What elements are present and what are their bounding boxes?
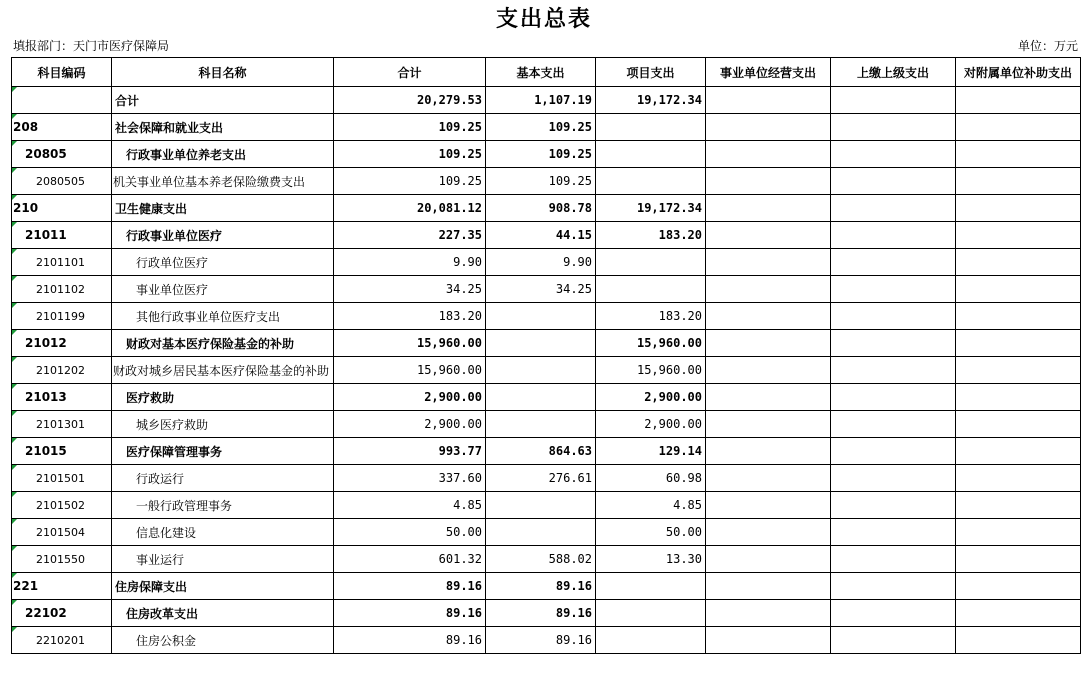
- cell-total: 89.16: [334, 600, 486, 627]
- cell-total: 4.85: [334, 492, 486, 519]
- cell-upper: [831, 465, 956, 492]
- cell-basic: [486, 357, 596, 384]
- cell-code: 2101502: [12, 492, 112, 519]
- cell-name: 卫生健康支出: [112, 195, 334, 222]
- cell-project: 19,172.34: [596, 87, 706, 114]
- table-row: [12, 627, 1081, 654]
- cell-name: 一般行政管理事务: [112, 492, 334, 519]
- cell-project: [596, 627, 706, 654]
- cell-name: 行政运行: [112, 465, 334, 492]
- cell-upper: [831, 438, 956, 465]
- cell-code: 2101101: [12, 249, 112, 276]
- cell-basic: [486, 519, 596, 546]
- cell-business: [706, 492, 831, 519]
- cell-code: 2101301: [12, 411, 112, 438]
- header-row: [12, 58, 1081, 87]
- cell-total: 9.90: [334, 249, 486, 276]
- cell-name: 医疗保障管理事务: [112, 438, 334, 465]
- cell-business: [706, 546, 831, 573]
- cell-upper: [831, 330, 956, 357]
- cell-project: 13.30: [596, 546, 706, 573]
- cell-business: [706, 573, 831, 600]
- cell-subsidy: [956, 600, 1081, 627]
- cell-code: 2101102: [12, 276, 112, 303]
- cell-basic: 588.02: [486, 546, 596, 573]
- cell-name: 社会保障和就业支出: [112, 114, 334, 141]
- table-row: [12, 87, 1081, 114]
- cell-business: [706, 303, 831, 330]
- cell-basic: [486, 411, 596, 438]
- cell-total: 50.00: [334, 519, 486, 546]
- cell-code: 22102: [12, 600, 112, 627]
- cell-subsidy: [956, 168, 1081, 195]
- cell-project: 183.20: [596, 303, 706, 330]
- cell-business: [706, 141, 831, 168]
- cell-upper: [831, 303, 956, 330]
- table-row: [12, 519, 1081, 546]
- cell-code: 21013: [12, 384, 112, 411]
- cell-basic: 34.25: [486, 276, 596, 303]
- cell-name: 财政对城乡居民基本医疗保险基金的补助: [112, 357, 334, 384]
- col-header-project: 项目支出: [596, 58, 706, 87]
- cell-code: 221: [12, 573, 112, 600]
- table-row: [12, 465, 1081, 492]
- cell-project: [596, 276, 706, 303]
- cell-code: 21011: [12, 222, 112, 249]
- cell-total: 183.20: [334, 303, 486, 330]
- cell-name: 住房保障支出: [112, 573, 334, 600]
- cell-project: [596, 249, 706, 276]
- cell-code: 21012: [12, 330, 112, 357]
- cell-business: [706, 195, 831, 222]
- cell-basic: 109.25: [486, 114, 596, 141]
- cell-basic: 109.25: [486, 141, 596, 168]
- cell-name: 财政对基本医疗保险基金的补助: [112, 330, 334, 357]
- col-header-upper: 上缴上级支出: [831, 58, 956, 87]
- cell-project: 50.00: [596, 519, 706, 546]
- table-row: [12, 222, 1081, 249]
- cell-total: 337.60: [334, 465, 486, 492]
- cell-subsidy: [956, 411, 1081, 438]
- cell-basic: [486, 492, 596, 519]
- cell-business: [706, 249, 831, 276]
- cell-name: 事业单位医疗: [112, 276, 334, 303]
- cell-business: [706, 411, 831, 438]
- table-row: [12, 411, 1081, 438]
- page-title: 支出总表: [495, 6, 592, 32]
- cell-code: 210: [12, 195, 112, 222]
- table-row: [12, 249, 1081, 276]
- cell-total: 109.25: [334, 141, 486, 168]
- cell-business: [706, 114, 831, 141]
- cell-code: 2080505: [12, 168, 112, 195]
- cell-upper: [831, 195, 956, 222]
- table-row: [12, 330, 1081, 357]
- cell-business: [706, 384, 831, 411]
- cell-business: [706, 600, 831, 627]
- cell-subsidy: [956, 222, 1081, 249]
- cell-project: 183.20: [596, 222, 706, 249]
- cell-basic: 9.90: [486, 249, 596, 276]
- cell-project: 2,900.00: [596, 384, 706, 411]
- cell-upper: [831, 492, 956, 519]
- cell-subsidy: [956, 276, 1081, 303]
- cell-name: 医疗救助: [112, 384, 334, 411]
- cell-upper: [831, 627, 956, 654]
- cell-upper: [831, 249, 956, 276]
- cell-name: 行政单位医疗: [112, 249, 334, 276]
- cell-name: 行政事业单位医疗: [112, 222, 334, 249]
- cell-total: 109.25: [334, 168, 486, 195]
- cell-name: 住房公积金: [112, 627, 334, 654]
- cell-code: 21015: [12, 438, 112, 465]
- table-body: [12, 87, 1081, 654]
- cell-basic: 1,107.19: [486, 87, 596, 114]
- cell-subsidy: [956, 627, 1081, 654]
- cell-code: 208: [12, 114, 112, 141]
- cell-project: [596, 168, 706, 195]
- cell-basic: 864.63: [486, 438, 596, 465]
- cell-code: 2101199: [12, 303, 112, 330]
- cell-total: 2,900.00: [334, 384, 486, 411]
- cell-subsidy: [956, 357, 1081, 384]
- cell-total: 89.16: [334, 627, 486, 654]
- table-row: [12, 546, 1081, 573]
- cell-subsidy: [956, 519, 1081, 546]
- cell-total: 601.32: [334, 546, 486, 573]
- cell-total: 15,960.00: [334, 357, 486, 384]
- col-header-basic: 基本支出: [486, 58, 596, 87]
- col-header-name: 科目名称: [112, 58, 334, 87]
- cell-business: [706, 87, 831, 114]
- cell-upper: [831, 384, 956, 411]
- cell-basic: 908.78: [486, 195, 596, 222]
- cell-upper: [831, 573, 956, 600]
- cell-basic: [486, 384, 596, 411]
- cell-business: [706, 168, 831, 195]
- cell-project: 15,960.00: [596, 357, 706, 384]
- cell-project: 60.98: [596, 465, 706, 492]
- table-row: [12, 600, 1081, 627]
- cell-upper: [831, 546, 956, 573]
- cell-code: 2101550: [12, 546, 112, 573]
- cell-upper: [831, 222, 956, 249]
- cell-upper: [831, 276, 956, 303]
- cell-subsidy: [956, 492, 1081, 519]
- cell-subsidy: [956, 573, 1081, 600]
- cell-business: [706, 330, 831, 357]
- cell-basic: 109.25: [486, 168, 596, 195]
- cell-name: 城乡医疗救助: [112, 411, 334, 438]
- cell-name: 行政事业单位养老支出: [112, 141, 334, 168]
- cell-project: 19,172.34: [596, 195, 706, 222]
- cell-upper: [831, 411, 956, 438]
- cell-code: 2210201: [12, 627, 112, 654]
- cell-upper: [831, 168, 956, 195]
- cell-subsidy: [956, 303, 1081, 330]
- cell-name: 事业运行: [112, 546, 334, 573]
- cell-business: [706, 357, 831, 384]
- cell-name: 住房改革支出: [112, 600, 334, 627]
- cell-name: 机关事业单位基本养老保险缴费支出: [112, 168, 334, 195]
- cell-project: [596, 141, 706, 168]
- cell-subsidy: [956, 114, 1081, 141]
- department-label: 填报部门：天门市医疗保障局: [13, 39, 170, 53]
- col-header-subsidy: 对附属单位补助支出: [956, 58, 1081, 87]
- cell-upper: [831, 114, 956, 141]
- table-row: [12, 141, 1081, 168]
- cell-total: 20,279.53: [334, 87, 486, 114]
- table-row: [12, 168, 1081, 195]
- table-row: [12, 276, 1081, 303]
- cell-name: 信息化建设: [112, 519, 334, 546]
- cell-business: [706, 222, 831, 249]
- cell-subsidy: [956, 141, 1081, 168]
- table-row: [12, 573, 1081, 600]
- cell-total: 89.16: [334, 573, 486, 600]
- cell-basic: 276.61: [486, 465, 596, 492]
- cell-basic: 89.16: [486, 573, 596, 600]
- cell-upper: [831, 600, 956, 627]
- cell-project: 2,900.00: [596, 411, 706, 438]
- cell-code: 2101202: [12, 357, 112, 384]
- cell-total: 15,960.00: [334, 330, 486, 357]
- cell-business: [706, 276, 831, 303]
- cell-total: 20,081.12: [334, 195, 486, 222]
- cell-basic: [486, 303, 596, 330]
- cell-total: 2,900.00: [334, 411, 486, 438]
- unit-label: 单位：万元: [1017, 39, 1078, 53]
- cell-code: 2101501: [12, 465, 112, 492]
- cell-basic: 89.16: [486, 627, 596, 654]
- expenditure-table: [11, 57, 1081, 654]
- cell-total: 227.35: [334, 222, 486, 249]
- cell-subsidy: [956, 330, 1081, 357]
- cell-upper: [831, 141, 956, 168]
- cell-subsidy: [956, 384, 1081, 411]
- cell-total: 109.25: [334, 114, 486, 141]
- cell-upper: [831, 519, 956, 546]
- table-row: [12, 357, 1081, 384]
- cell-subsidy: [956, 249, 1081, 276]
- cell-code: [12, 87, 112, 114]
- cell-basic: [486, 330, 596, 357]
- cell-basic: 89.16: [486, 600, 596, 627]
- cell-subsidy: [956, 546, 1081, 573]
- cell-total: 34.25: [334, 276, 486, 303]
- cell-project: 129.14: [596, 438, 706, 465]
- col-header-total: 合计: [334, 58, 486, 87]
- cell-subsidy: [956, 87, 1081, 114]
- cell-project: [596, 573, 706, 600]
- table-row: [12, 384, 1081, 411]
- cell-name: 合计: [112, 87, 334, 114]
- table-row: [12, 492, 1081, 519]
- cell-total: 993.77: [334, 438, 486, 465]
- cell-business: [706, 627, 831, 654]
- cell-project: [596, 600, 706, 627]
- cell-upper: [831, 357, 956, 384]
- table-row: [12, 195, 1081, 222]
- table-row: [12, 303, 1081, 330]
- cell-name: 其他行政事业单位医疗支出: [112, 303, 334, 330]
- cell-basic: 44.15: [486, 222, 596, 249]
- cell-business: [706, 465, 831, 492]
- cell-business: [706, 438, 831, 465]
- cell-subsidy: [956, 465, 1081, 492]
- cell-subsidy: [956, 195, 1081, 222]
- cell-project: [596, 114, 706, 141]
- col-header-business: 事业单位经营支出: [706, 58, 831, 87]
- table-row: [12, 438, 1081, 465]
- col-header-code: 科目编码: [12, 58, 112, 87]
- cell-code: 20805: [12, 141, 112, 168]
- table-row: [12, 114, 1081, 141]
- cell-upper: [831, 87, 956, 114]
- cell-subsidy: [956, 438, 1081, 465]
- cell-code: 2101504: [12, 519, 112, 546]
- cell-project: 4.85: [596, 492, 706, 519]
- cell-project: 15,960.00: [596, 330, 706, 357]
- cell-business: [706, 519, 831, 546]
